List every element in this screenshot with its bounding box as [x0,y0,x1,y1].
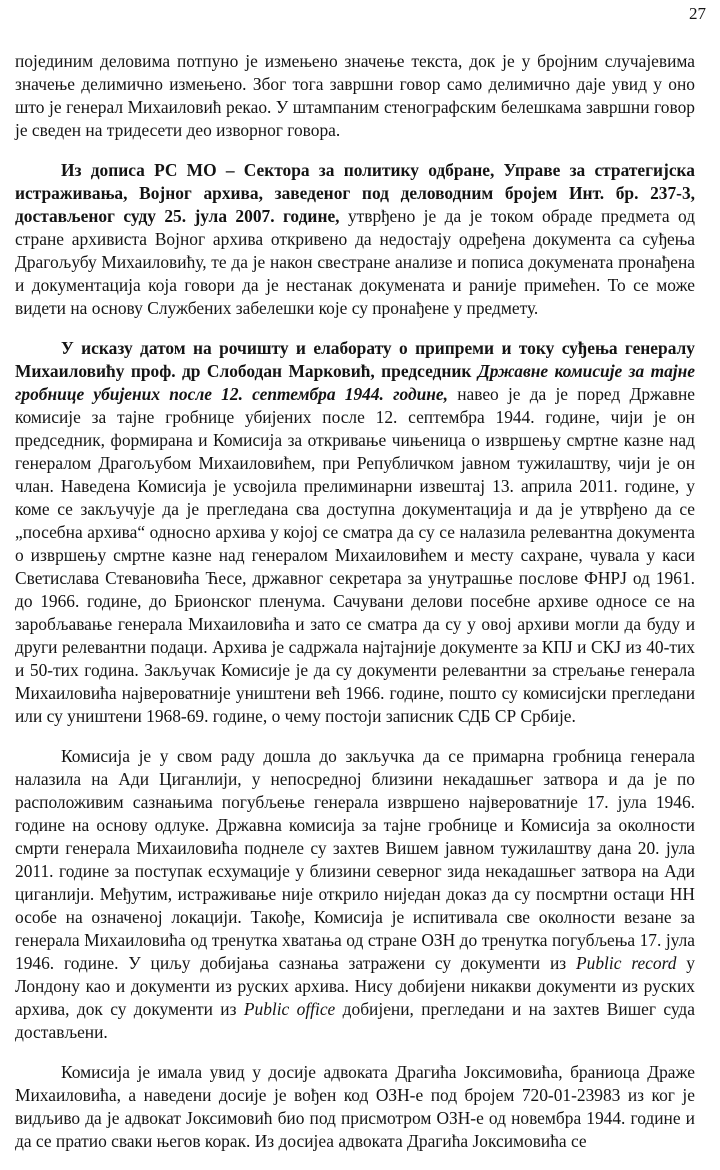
paragraph-5 [15,1061,695,1153]
paragraph-4-italic-2: Public office [243,999,336,1019]
paragraph-4-text-2: у Лондону као и документи из руских архива. Нису добијени никакви документи из руских архива, док су документи из [15,953,695,1019]
paragraph-5-text: Комисија је имала увид у досије адвоката Драгића Јоксимовића, браниоца Драже Михаиловића, а наведени досије је вођен код ОЗН-е под бројем 720-01-23983 из ког је видљиво да је адвокат Јоксимовић био под присмотром ОЗН-е од новембра 1944. године и да се пратио сваки његов корак. Из досијеа адвоката Драгића Јоксимовића се [15,1062,695,1151]
paragraph-2-text: утврђено је да је током обраде предмета од стране архивиста Војног архива откривено да недостају одређена документа са суђења Драгољубу Михаиловићу, те да је након свестране анализе и пописа докумената пронађена и документација која говори да је нестанак докумената и раније примећен. То се може видети на основу Службених забелешки које су пронађене у предмету. [15,206,695,318]
paragraph-4 [15,745,695,1044]
paragraph-2-bold: Из дописа РС МО – Сектора за политику одбране, Управе за стратегијска истраживања, Војног архива, заведеног под деловодним бројем Инт. бр. 237-3, достављеног суду 25. јула 2007. године, [15,160,695,226]
document-body [15,50,695,1170]
paragraph-4-italic-1: Public record [576,953,677,973]
paragraph-4-text-1: Комисија је у свом раду дошла до закључка да се примарна гробница генерала налазила на Ади Циганлији, у непосредној близини некадашњег затвора и да је по расположивим сазнањима погубљење генерала извршено највероватније 17. јула 1946. године на основу одлуке. Државна комисија за тајне гробнице и Комисија за околности смрти генерала Михаиловића поднеле су захтев Вишем јавном тужилаштву дана 20. јула 2011. године за поступак есхумације у близини северног зида некадашњег затвора на Ади циганлији. Међутим, истраживање није открило ниједан доказ да су посмртни остаци НН особе на означеној локацији. Такође, Комисија је испитивала све околности везане за генерала Михаиловића од тренутка хватања од стране ОЗН до тренутка погубљења 17. јула 1946. године. У циљу добијања сазнања затражени су документи из [15,746,695,973]
paragraph-2 [15,159,695,320]
paragraph-4-text-3: добијени, прегледани и на захтев Вишег суда достављени. [15,999,695,1042]
paragraph-3-bold-italic: Државне комисије за тајне гробнице убијених после 12. септембра 1944. године, [15,361,695,404]
paragraph-3-text: навео је да је поред Државне комисије за тајне гробнице убијених после 12. септембра 1944. године, чији је он председник, формирана и Комисија за откривање чињеница о извршењу смртне казне над генералом Драгољубом Михаиловићем, при Републичком јавном тужилаштву, чији је он члан. Наведена Комисија је усвојила прелиминарни извештај 13. априла 2011. године, у коме се закључује да је прегледана сва доступна документација и да је утврђено да се „посебна архива“ односно архива у којој се сматра да су се налазила релевантна документа о извршењу смртне казне над генералом Михаиловићем и месту сахране, чувала у каси Светислава Стевановића Ћесе, државног секретара за унутрашње послове ФНРЈ од 1961. до 1966. године, до Брионског пленума. Сачувани делови посебне архиве односе се на заробљавање генерала Михаиловића и зато се сматра да су у овој архиви могли да буду и други релевантни подаци. Архива је садржала најтајније документе за КПЈ и СКЈ из 40-тих и 50-тих година. Закључак Комисије је да су документи релевантни за стрељање генерала Михаиловића највероватније уништени већ 1966. године, пошто су комисијски прегледани или су уништени 1968-69. године, о чему постоји записник СДБ СР Србије. [15,384,695,726]
paragraph-1 [15,50,695,142]
paragraph-3 [15,337,695,728]
paragraph-3-bold: У исказу датом на рочишту и елаборату о припреми и току суђења генералу Михаиловићу проф. др Слободан Марковић, председник [15,338,695,381]
paragraph-1-text: појединим деловима потпуно је измењено значење текста, док је у бројним случајевима значење делимично измењено. Због тога завршни говор само делимично даје увид у оно што је генерал Михаиловић рекао. У штампаним стенографским белешкама завршни говор је сведен на тридесети део изворног говора. [15,51,695,140]
page-number: 27 [689,4,706,23]
